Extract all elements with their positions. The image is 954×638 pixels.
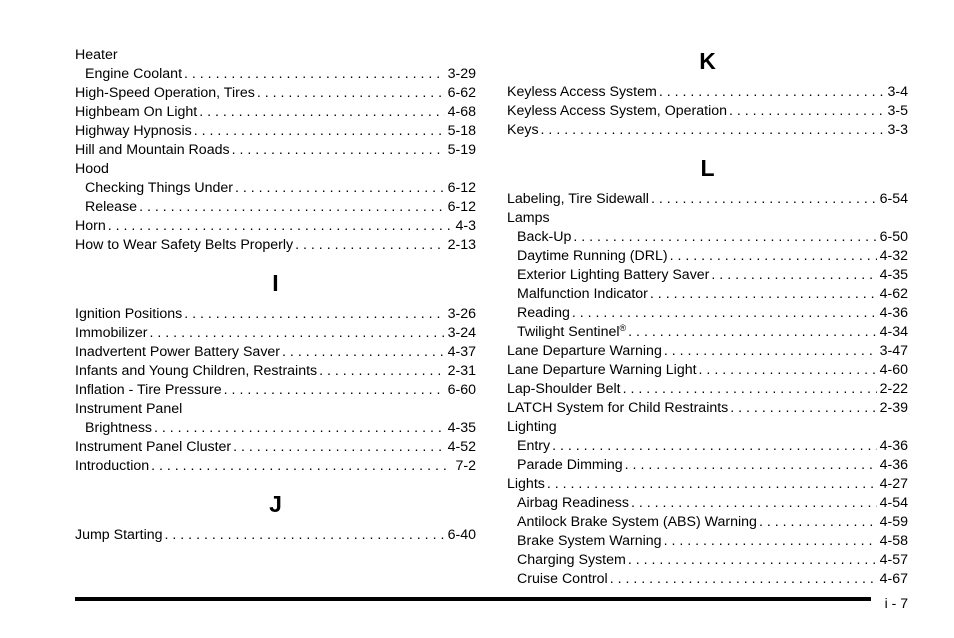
index-entry xyxy=(75,343,476,362)
index-entry xyxy=(75,84,476,103)
registered-mark: ® xyxy=(619,323,627,333)
entry-label xyxy=(75,400,184,419)
entry-label xyxy=(517,437,552,456)
dot-leader xyxy=(184,65,445,84)
entry-label-text: Infants and Young Children, Restraints xyxy=(75,363,318,379)
index-entry xyxy=(75,160,476,179)
entry-page-ref: 4-37 xyxy=(447,344,476,360)
entry-label-text: Lane Departure Warning Light xyxy=(507,362,697,378)
index-entry xyxy=(507,247,908,266)
entry-label-text: Inflation - Tire Pressure xyxy=(75,382,222,398)
index-entry xyxy=(75,122,476,141)
entry-label-text: Release xyxy=(85,199,138,215)
entry-label-text: High-Speed Operation, Tires xyxy=(75,85,255,101)
dot-leader xyxy=(224,381,445,400)
dot-leader xyxy=(235,179,445,198)
dot-leader xyxy=(573,228,876,247)
index-entry xyxy=(75,217,476,236)
index-entry xyxy=(75,324,476,343)
entry-label xyxy=(507,418,559,437)
entry-page-ref: 6-50 xyxy=(879,229,908,245)
entry-page-ref: 4-54 xyxy=(879,495,908,511)
dot-leader xyxy=(184,305,444,324)
section-gap xyxy=(507,140,908,153)
index-entry xyxy=(75,305,476,324)
entry-page-ref: 3-5 xyxy=(887,103,908,119)
entry-label xyxy=(85,65,184,84)
entry-page-ref: 4-36 xyxy=(879,305,908,321)
index-entry xyxy=(75,65,476,84)
index-column-left xyxy=(75,46,476,545)
entry-label-text: Instrument Panel xyxy=(75,401,183,417)
entry-label xyxy=(75,305,184,324)
index-entry xyxy=(507,475,908,494)
entry-label xyxy=(75,438,233,457)
index-entry xyxy=(507,399,908,418)
index-entry xyxy=(507,361,908,380)
index-entry xyxy=(75,362,476,381)
section-letter: K xyxy=(699,48,716,74)
dot-leader xyxy=(552,437,876,456)
entry-page-ref: 3-24 xyxy=(447,325,476,341)
index-entry xyxy=(75,381,476,400)
index-entry xyxy=(507,285,908,304)
entry-label xyxy=(507,475,547,494)
entry-label xyxy=(507,102,729,121)
dot-leader xyxy=(151,457,452,476)
index-entry xyxy=(75,141,476,160)
entry-page-ref: 4-52 xyxy=(447,439,476,455)
index-entry xyxy=(507,323,908,342)
index-entry xyxy=(507,494,908,513)
dot-leader xyxy=(199,103,444,122)
index-entry xyxy=(507,102,908,121)
entry-label-text: Introduction xyxy=(75,458,150,474)
dot-leader xyxy=(610,570,877,589)
entry-page-ref: 6-12 xyxy=(447,180,476,196)
entry-page-ref: 2-22 xyxy=(879,381,908,397)
index-entry xyxy=(507,380,908,399)
entry-label-text: Highbeam On Light xyxy=(75,104,198,120)
index-entry xyxy=(75,526,476,545)
entry-page-ref: 4-58 xyxy=(879,533,908,549)
dot-leader xyxy=(631,494,877,513)
entry-label xyxy=(75,122,194,141)
entry-label-text: Keys xyxy=(507,122,539,138)
entry-label-text: Parade Dimming xyxy=(517,457,623,473)
entry-label xyxy=(75,141,232,160)
entry-label-text: Lap-Shoulder Belt xyxy=(507,381,621,397)
entry-label-text: Hill and Mountain Roads xyxy=(75,142,230,158)
entry-label xyxy=(75,457,151,476)
entry-label-text: Exterior Lighting Battery Saver xyxy=(517,267,710,283)
entry-page-ref: 4-36 xyxy=(879,438,908,454)
entry-label-text: Reading xyxy=(517,305,570,321)
index-entry xyxy=(75,179,476,198)
entry-page-ref: 2-13 xyxy=(447,237,476,253)
entry-label-text: Jump Starting xyxy=(75,527,163,543)
entry-label xyxy=(507,342,664,361)
entry-label-text: Cruise Control xyxy=(517,571,608,587)
entry-label xyxy=(517,532,664,551)
entry-label xyxy=(507,380,623,399)
entry-label-text: Brake System Warning xyxy=(517,533,662,549)
entry-label xyxy=(75,103,199,122)
entry-label-text: Malfunction Indicator xyxy=(517,286,648,302)
entry-page-ref: 6-12 xyxy=(447,199,476,215)
entry-label-text: Lighting xyxy=(507,419,557,435)
entry-label-text: Charging System xyxy=(517,552,626,568)
index-entry xyxy=(75,103,476,122)
index-entry xyxy=(507,190,908,209)
dot-leader xyxy=(729,102,884,121)
entry-page-ref: 4-59 xyxy=(879,514,908,530)
dot-leader xyxy=(194,122,445,141)
dot-leader xyxy=(711,266,876,285)
dot-leader xyxy=(628,323,876,342)
entry-page-ref: 2-39 xyxy=(879,400,908,416)
index-entry xyxy=(75,46,476,65)
index-entry xyxy=(507,121,908,140)
index-entry xyxy=(507,83,908,102)
entry-page-ref: 4-34 xyxy=(879,324,908,340)
entry-page-ref: 4-67 xyxy=(879,571,908,587)
dot-leader xyxy=(670,247,877,266)
entry-page-ref: 6-62 xyxy=(447,85,476,101)
entry-page-ref: 7-2 xyxy=(455,458,476,474)
index-entry xyxy=(75,438,476,457)
index-entry xyxy=(507,266,908,285)
dot-leader xyxy=(233,438,444,457)
entry-label xyxy=(517,494,631,513)
entry-label-text: Entry xyxy=(517,438,551,454)
entry-label xyxy=(85,198,139,217)
index-entry xyxy=(75,419,476,438)
entry-label-text: Ignition Positions xyxy=(75,306,183,322)
entry-page-ref: 4-62 xyxy=(879,286,908,302)
entry-label xyxy=(75,46,120,65)
entry-page-ref: 4-36 xyxy=(879,457,908,473)
index-entry xyxy=(507,437,908,456)
entry-label-text: Engine Coolant xyxy=(85,66,183,82)
entry-page-ref: 4-60 xyxy=(879,362,908,378)
entry-label-text: Immobilizer xyxy=(75,325,148,341)
dot-leader xyxy=(759,513,877,532)
entry-page-ref: 3-3 xyxy=(887,122,908,138)
entry-page-ref: 6-60 xyxy=(447,382,476,398)
entry-label xyxy=(517,285,650,304)
dot-leader xyxy=(165,526,445,545)
entry-label xyxy=(517,266,711,285)
entry-label-text: Keyless Access System xyxy=(507,84,657,100)
dot-leader xyxy=(150,324,445,343)
dot-leader xyxy=(232,141,445,160)
index-entry xyxy=(507,551,908,570)
entry-page-ref: 4-32 xyxy=(879,248,908,264)
entry-label-text: Brightness xyxy=(85,420,153,436)
entry-page-ref: 3-26 xyxy=(447,306,476,322)
entry-page-ref: 5-19 xyxy=(447,142,476,158)
entry-label-text: Horn xyxy=(75,218,106,234)
dot-leader xyxy=(664,532,877,551)
index-entry xyxy=(75,236,476,255)
index-entry xyxy=(507,228,908,247)
entry-label-text: Labeling, Tire Sidewall xyxy=(507,191,649,207)
entry-page-ref: 3-29 xyxy=(447,66,476,82)
entry-label xyxy=(507,209,552,228)
entry-label xyxy=(507,190,651,209)
section-letter: L xyxy=(700,155,715,181)
entry-label xyxy=(517,551,628,570)
entry-page-ref: 5-18 xyxy=(447,123,476,139)
index-entry xyxy=(507,532,908,551)
dot-leader xyxy=(257,84,445,103)
entry-label-text: Inadvertent Power Battery Saver xyxy=(75,344,281,360)
entry-label xyxy=(507,121,541,140)
index-entry xyxy=(507,456,908,475)
entry-label-text: Heater xyxy=(75,47,118,63)
entry-label xyxy=(507,361,699,380)
entry-label xyxy=(517,456,625,475)
entry-label xyxy=(517,513,759,532)
entry-page-ref: 6-40 xyxy=(447,527,476,543)
dot-leader xyxy=(625,456,877,475)
entry-label xyxy=(85,419,154,438)
entry-page-ref: 4-3 xyxy=(455,218,476,234)
index-entry xyxy=(75,457,476,476)
entry-label xyxy=(75,236,295,255)
section-letter: I xyxy=(272,270,279,296)
entry-label-text: LATCH System for Child Restraints xyxy=(507,400,729,416)
entry-label xyxy=(75,526,165,545)
entry-label xyxy=(507,399,730,418)
entry-label xyxy=(75,84,257,103)
entry-label xyxy=(517,323,628,342)
entry-label xyxy=(75,381,224,400)
entry-label-text: Antilock Brake System (ABS) Warning xyxy=(517,514,757,530)
section-gap xyxy=(75,476,476,489)
entry-page-ref: 4-27 xyxy=(879,476,908,492)
dot-leader xyxy=(699,361,877,380)
index-entry xyxy=(507,304,908,323)
dot-leader xyxy=(541,121,885,140)
dot-leader xyxy=(547,475,877,494)
entry-page-ref: 6-54 xyxy=(879,191,908,207)
entry-label xyxy=(75,343,282,362)
index-entry xyxy=(75,198,476,217)
entry-label-text: Twilight Sentinel xyxy=(517,324,620,340)
section-gap xyxy=(75,255,476,268)
entry-page-ref: 4-57 xyxy=(879,552,908,568)
entry-label xyxy=(75,362,319,381)
entry-label xyxy=(517,228,573,247)
entry-page-ref: 3-47 xyxy=(879,343,908,359)
entry-page-ref: 4-35 xyxy=(447,420,476,436)
dot-leader xyxy=(651,190,877,209)
dot-leader xyxy=(108,217,453,236)
dot-leader xyxy=(319,362,444,381)
footer-rule xyxy=(75,597,871,601)
entry-label-text: Highway Hypnosis xyxy=(75,123,192,139)
index-entry xyxy=(507,570,908,589)
entry-label-text: Instrument Panel Cluster xyxy=(75,439,232,455)
entry-label xyxy=(507,83,659,102)
entry-label-text: How to Wear Safety Belts Properly xyxy=(75,237,294,253)
dot-leader xyxy=(623,380,877,399)
entry-label-text: Daytime Running (DRL) xyxy=(517,248,668,264)
index-entry xyxy=(507,513,908,532)
entry-label xyxy=(517,570,610,589)
entry-label-text: Checking Things Under xyxy=(85,180,233,196)
entry-label-text: Lamps xyxy=(507,210,550,226)
entry-label xyxy=(517,247,670,266)
index-entry xyxy=(507,342,908,361)
entry-label-text: Keyless Access System, Operation xyxy=(507,103,727,119)
index-entry xyxy=(507,209,908,228)
dot-leader xyxy=(659,83,885,102)
entry-label xyxy=(517,304,572,323)
index-column-right xyxy=(507,46,908,589)
entry-page-ref: 2-31 xyxy=(447,363,476,379)
entry-page-ref: 4-68 xyxy=(447,104,476,120)
entry-page-ref: 3-4 xyxy=(887,84,908,100)
entry-label-text: Lights xyxy=(507,476,545,492)
dot-leader xyxy=(295,236,444,255)
entry-label xyxy=(75,324,150,343)
dot-leader xyxy=(628,551,877,570)
entry-label xyxy=(75,160,111,179)
entry-label-text: Lane Departure Warning xyxy=(507,343,662,359)
dot-leader xyxy=(282,343,445,362)
entry-label-text: Hood xyxy=(75,161,109,177)
dot-leader xyxy=(572,304,877,323)
section-letter: J xyxy=(269,491,282,517)
dot-leader xyxy=(664,342,877,361)
entry-label-text: Back-Up xyxy=(517,229,572,245)
dot-leader xyxy=(154,419,445,438)
dot-leader xyxy=(730,399,876,418)
dot-leader xyxy=(139,198,445,217)
entry-label xyxy=(85,179,235,198)
page-number: i - 7 xyxy=(884,595,908,611)
index-entry xyxy=(507,418,908,437)
entry-label xyxy=(75,217,108,236)
entry-page-ref: 4-35 xyxy=(879,267,908,283)
dot-leader xyxy=(650,285,877,304)
entry-label-text: Airbag Readiness xyxy=(517,495,629,511)
index-entry xyxy=(75,400,476,419)
